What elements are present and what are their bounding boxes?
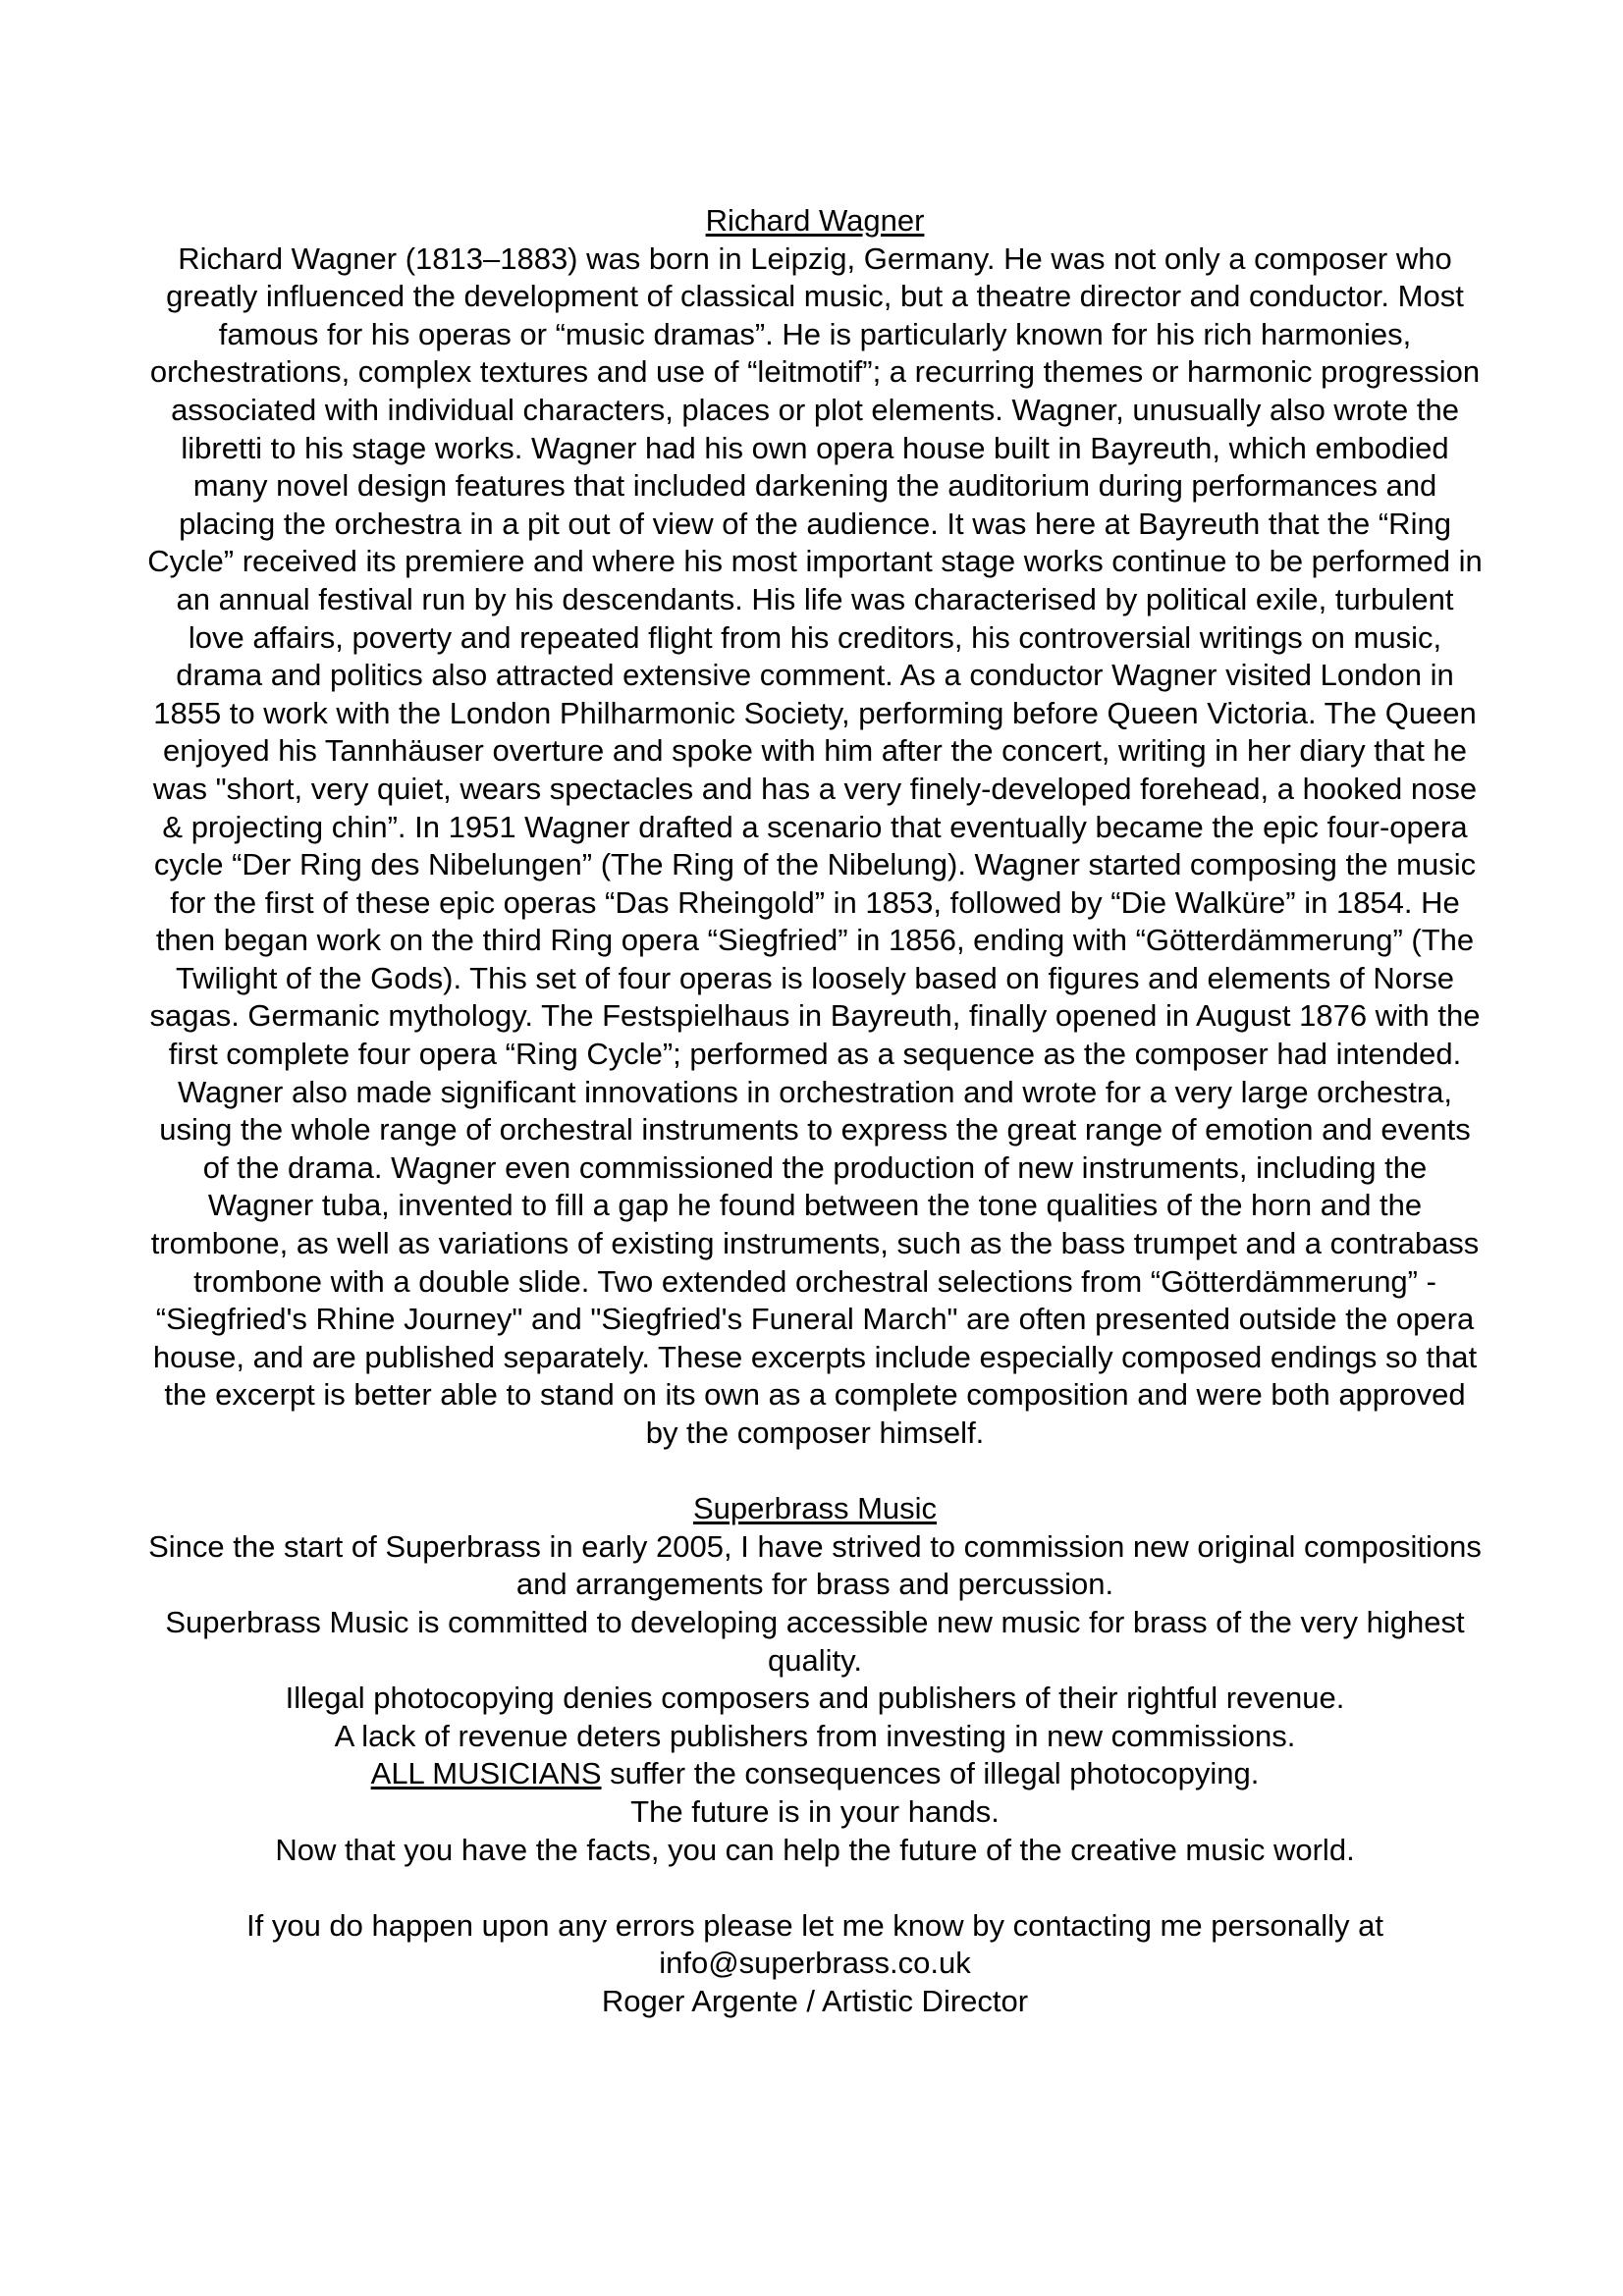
wagner-biography: Richard Wagner (1813–1883) was born in Leipzig, Germany. He was not only a composer who greatly influenced the development of classical music, but a theatre director and conductor. Most famous for his operas or “music dramas”. He is particularly known for his rich harmonies, orchestrations, complex textures and use of “leitmotif”; a recurring themes or harmonic progression associated with individual characters, places or plot elements. Wagner, unusually also wrote the libretti to his stage works. Wagner had his own opera house built in Bayreuth, which embodied many novel design features that included darkening the auditorium during performances and placing the orchestra in a pit out of view of the audience. It was here at Bayreuth that the “Ring Cycle” received its premiere and where his most important stage works continue to be performed in an annual festival run by his descendants. His life was characterised by political exile, turbulent love affairs, poverty and repeated flight from his creditors, his controversial writings on music, drama and politics also attracted extensive comment. As a conductor Wagner visited London in 1855 to work with the London Philharmonic Society, performing before Queen Victoria. The Queen enjoyed his Tannhäuser overture and spoke with him after the concert, writing in her diary that he was "short, very quiet, wears spectacles and has a very finely-developed forehead, a hooked nose & projecting chin”. In 1951 Wagner drafted a scenario that eventually became the epic four-opera cycle “Der Ring des Nibelungen” (The Ring of the Nibelung). Wagner started composing the music for the first of these epic operas “Das Rheingold” in 1853, followed by “Die Walküre” in 1854. He then began work on the third Ring opera “Siegfried” in 1856, ending with “Götterdämmerung” (The Twilight of the Gods). This set of four operas is loosely based on figures and elements of Norse sagas. Germanic mythology. The Festspielhaus in Bayreuth, finally opened in August 1876 with the first complete four opera “Ring Cycle”; performed as a sequence as the composer had intended. Wagner also made significant innovations in orchestration and wrote for a very large orchestra, using the whole range of orchestral instruments to express the great range of emotion and events of the drama. Wagner even commissioned the production of new instruments, including the Wagner tuba, invented to fill a gap he found between the tone qualities of the horn and the trombone, as well as variations of existing instruments, such as the bass trumpet and a contrabass trombone with a double slide. Two extended orchestral selections from “Götterdämmerung” - “Siegfried's Rhine Journey" and "Siegfried's Funeral March" are often presented outside the opera house, and are published separately. These excerpts include especially composed endings so that the excerpt is better able to stand on its own as a complete composition and were both approved by the composer himself. xyxy=(147,240,1483,1450)
all-musicians-emphasis: ALL MUSICIANS xyxy=(370,1756,602,1791)
superbrass-title: Superbrass Music xyxy=(692,1491,938,1526)
superbrass-intro: Since the start of Superbrass in early 2005, I have strived to commission new original compositions and arrangements for brass and percussion. xyxy=(148,1528,1482,1602)
signature: Roger Argente / Artistic Director xyxy=(601,1983,1029,2018)
section-spacer xyxy=(147,1453,1483,1491)
contact-line: If you do happen upon any errors please let me know by contacting me personally at xyxy=(245,1907,1384,1943)
photocopy-warning: Illegal photocopying denies composers and publishers of their rightful revenue. xyxy=(285,1681,1345,1716)
superbrass-commitment: Superbrass Music is committed to developing accessible new music for brass of the very highest quality. xyxy=(165,1604,1465,1678)
revenue-warning: A lack of revenue deters publishers from investing in new commissions. xyxy=(334,1718,1296,1753)
future-line: The future is in your hands. xyxy=(630,1793,1000,1829)
musicians-line-rest: suffer the consequences of illegal photocopying. xyxy=(601,1756,1260,1791)
musicians-line xyxy=(147,1755,1483,1793)
wagner-title: Richard Wagner xyxy=(705,203,925,238)
contact-email: info@superbrass.co.uk xyxy=(659,1946,971,1981)
document-page xyxy=(147,202,1483,2021)
section-spacer xyxy=(147,1869,1483,1907)
facts-line: Now that you have the facts, you can help the future of the creative music world. xyxy=(275,1832,1355,1867)
